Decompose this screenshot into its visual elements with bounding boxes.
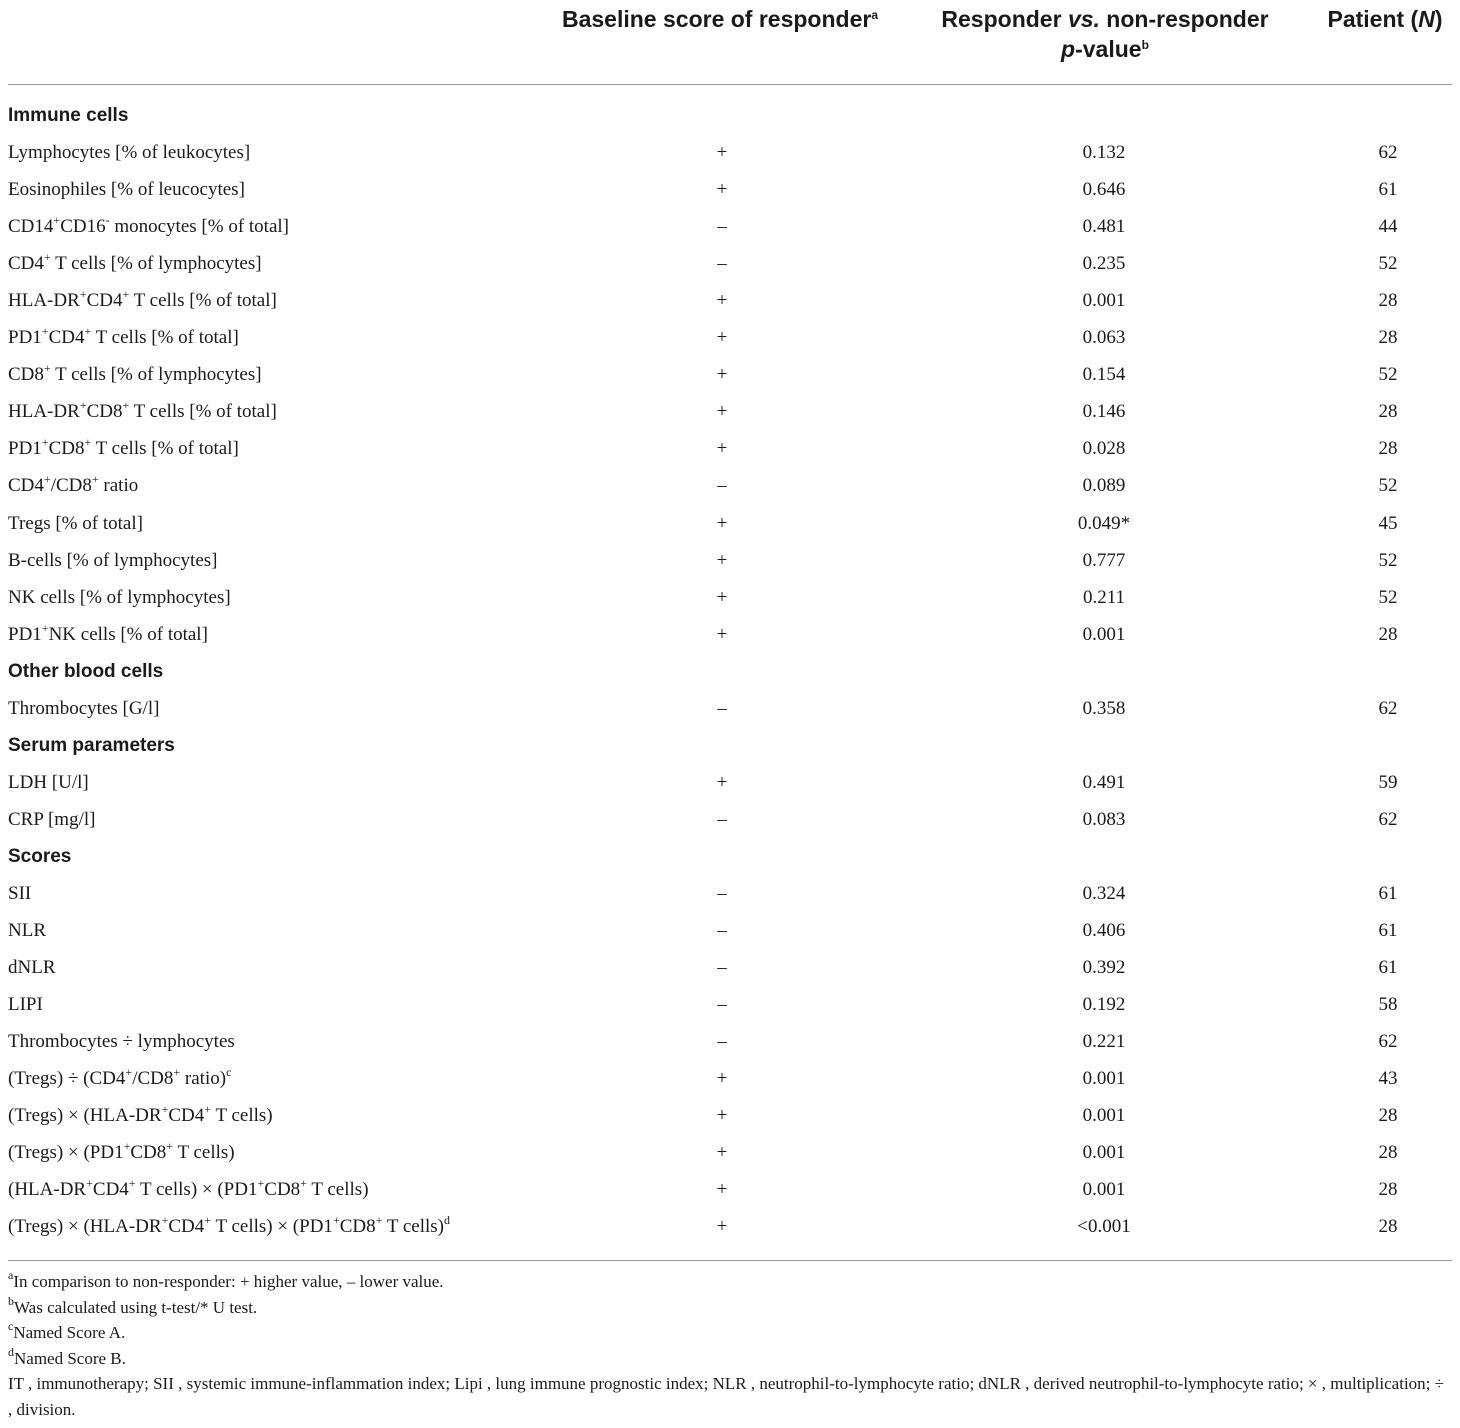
section-header-row xyxy=(0,838,1460,875)
score-cell: + xyxy=(716,1216,728,1238)
score-cell: + xyxy=(716,1179,728,1201)
abbreviations-note: IT , immunotherapy; SII , systemic immune-inflammation index; Lipi , lung immune prognostic index; NLR , neutrophil-to-lymphocyte ratio; dNLR , derived neutrophil-to-lymphocyte ratio; × , multiplication; ÷ , division. xyxy=(8,1374,1444,1419)
pvalue-cell: 0.063 xyxy=(1082,327,1126,349)
patient-n-cell: 52 xyxy=(1378,364,1398,386)
footnote-b: $^b$Was calculated using t-test/* U test. xyxy=(8,1293,258,1317)
parameter-cell: CRP [mg/l] xyxy=(8,808,96,830)
pvalue-cell: 0.392 xyxy=(1082,957,1126,979)
score-cell: + xyxy=(716,364,728,386)
score-cell: – xyxy=(717,253,727,275)
patient-n-cell: 28 xyxy=(1378,438,1398,460)
score-cell: + xyxy=(716,142,728,164)
parameter-cell: HLA-DR+CD4+ T cells [% of total] xyxy=(8,287,277,312)
table-row xyxy=(0,505,1460,542)
patient-n-cell: 62 xyxy=(1378,697,1398,719)
score-cell: + xyxy=(716,179,728,201)
table-row xyxy=(0,542,1460,579)
pvalue-cell: 0.001 xyxy=(1082,1142,1126,1164)
pvalue-cell: 0.777 xyxy=(1082,549,1126,571)
score-cell: + xyxy=(716,512,728,534)
table-row xyxy=(0,764,1460,801)
patient-n-cell: 61 xyxy=(1378,882,1398,904)
score-cell: + xyxy=(716,549,728,571)
table-row xyxy=(0,171,1460,208)
footnote-a: $^a$In comparison to non-responder: + higher value, – lower value. xyxy=(8,1268,444,1291)
table-row xyxy=(0,1060,1460,1097)
patient-n-cell: 59 xyxy=(1378,771,1398,793)
pvalue-cell: <0.001 xyxy=(1077,1216,1131,1238)
parameter-cell: CD4+/CD8+ ratio xyxy=(8,472,139,497)
patient-n-cell: 28 xyxy=(1378,1142,1398,1164)
pvalue-cell: 0.083 xyxy=(1082,808,1126,830)
table-row xyxy=(0,801,1460,838)
parameter-cell: LDH [U/l] xyxy=(8,771,89,793)
table-row xyxy=(0,690,1460,727)
score-cell: – xyxy=(717,994,727,1016)
table-row xyxy=(0,1208,1460,1245)
patient-n-cell: 45 xyxy=(1378,512,1398,534)
parameter-cell: (Tregs) ÷ (CD4+/CD8+ ratio)$^c$ xyxy=(8,1065,232,1090)
section-header-row xyxy=(0,97,1460,134)
patient-n-cell: 28 xyxy=(1378,1105,1398,1127)
section-title: Other blood cells xyxy=(8,660,164,682)
parameter-cell: CD14+CD16- monocytes [% of total] xyxy=(8,213,289,238)
pvalue-cell: 0.001 xyxy=(1082,290,1126,312)
header-baseline-score: Baseline score of responder$^a$ xyxy=(561,6,879,32)
table-row xyxy=(0,912,1460,949)
section-title: Immune cells xyxy=(8,105,129,126)
patient-n-cell: 61 xyxy=(1378,957,1398,979)
patient-n-cell: 28 xyxy=(1378,327,1398,349)
table-row xyxy=(0,1097,1460,1134)
table-row xyxy=(0,1023,1460,1060)
pvalue-cell: 0.001 xyxy=(1082,1179,1126,1201)
table-row xyxy=(0,949,1460,986)
footnote-d: $^d$Named Score B. xyxy=(8,1344,126,1368)
header-rule xyxy=(8,84,1452,85)
parameter-cell: PD1+CD8+ T cells [% of total] xyxy=(8,435,239,460)
pvalue-cell: 0.001 xyxy=(1082,1068,1126,1090)
table-row xyxy=(0,1171,1460,1208)
pvalue-cell: 0.221 xyxy=(1082,1031,1126,1053)
pvalue-cell: 0.001 xyxy=(1082,623,1126,645)
patient-n-cell: 61 xyxy=(1378,920,1398,942)
pvalue-cell: 0.132 xyxy=(1082,142,1126,164)
parameter-cell: PD1+CD4+ T cells [% of total] xyxy=(8,324,239,349)
section-title: Scores xyxy=(8,845,72,867)
parameter-cell: Thrombocytes [G/l] xyxy=(8,697,160,719)
table-row xyxy=(0,208,1460,245)
score-cell: + xyxy=(716,1105,728,1127)
parameter-cell: Eosinophiles [% of leucocytes] xyxy=(8,179,245,201)
table-row xyxy=(0,1134,1460,1171)
score-cell: – xyxy=(717,920,727,942)
pvalue-cell: 0.646 xyxy=(1082,179,1126,201)
pvalue-cell: 0.481 xyxy=(1082,216,1126,238)
parameter-cell: SII xyxy=(8,882,32,904)
pvalue-cell: 0.049* xyxy=(1077,512,1131,534)
patient-n-cell: 61 xyxy=(1378,179,1398,201)
score-cell: – xyxy=(717,808,727,830)
table-row xyxy=(0,430,1460,467)
table-row xyxy=(0,986,1460,1023)
patient-n-cell: 28 xyxy=(1378,623,1398,645)
parameter-cell: Lymphocytes [% of leukocytes] xyxy=(8,142,251,164)
patient-n-cell: 62 xyxy=(1378,808,1398,830)
parameter-cell: Thrombocytes ÷ lymphocytes xyxy=(8,1031,235,1053)
pvalue-cell: 0.235 xyxy=(1082,253,1126,275)
patient-n-cell: 28 xyxy=(1378,290,1398,312)
patient-n-cell: 44 xyxy=(1378,216,1398,238)
header-pvalue: Responder vs. non-responder p-value$^b$ xyxy=(941,6,1269,62)
table-row xyxy=(0,134,1460,171)
table-row xyxy=(0,245,1460,282)
parameter-cell: Tregs [% of total] xyxy=(8,512,143,534)
score-cell: + xyxy=(716,1142,728,1164)
table-row xyxy=(0,319,1460,356)
pvalue-cell: 0.089 xyxy=(1082,475,1126,497)
score-cell: + xyxy=(716,586,728,608)
pvalue-cell: 0.001 xyxy=(1082,1105,1126,1127)
pvalue-cell: 0.324 xyxy=(1082,882,1126,904)
patient-n-cell: 43 xyxy=(1378,1068,1398,1090)
footnote-c: $^c$Named Score A. xyxy=(8,1319,126,1342)
score-cell: – xyxy=(717,882,727,904)
section-title: Serum parameters xyxy=(8,734,175,756)
parameter-cell: CD8+ T cells [% of lymphocytes] xyxy=(8,361,262,386)
patient-n-cell: 28 xyxy=(1378,401,1398,423)
patient-n-cell: 52 xyxy=(1378,253,1398,275)
score-cell: + xyxy=(716,327,728,349)
header-patient-n: Patient (N) xyxy=(1327,6,1443,32)
parameter-cell: NK cells [% of lymphocytes] xyxy=(8,586,231,608)
table-row xyxy=(0,282,1460,319)
section-header-row xyxy=(0,653,1460,690)
parameter-cell: (Tregs) × (PD1+CD8+ T cells) xyxy=(8,1139,235,1164)
pvalue-cell: 0.154 xyxy=(1082,364,1126,386)
parameter-cell: (Tregs) × (HLA-DR+CD4+ T cells) xyxy=(8,1102,273,1127)
table-row xyxy=(0,579,1460,616)
score-cell: + xyxy=(716,290,728,312)
pvalue-cell: 0.192 xyxy=(1082,994,1126,1016)
score-cell: + xyxy=(716,623,728,645)
pvalue-cell: 0.358 xyxy=(1082,697,1126,719)
table-row xyxy=(0,875,1460,912)
table-row xyxy=(0,467,1460,504)
pvalue-cell: 0.211 xyxy=(1082,586,1126,608)
parameter-cell: HLA-DR+CD8+ T cells [% of total] xyxy=(8,398,277,423)
table-body xyxy=(0,97,1460,1245)
table-footnotes xyxy=(8,1269,1452,1422)
score-cell: + xyxy=(716,1068,728,1090)
parameter-cell: dNLR xyxy=(8,957,56,979)
parameter-cell: NLR xyxy=(8,920,46,942)
patient-n-cell: 62 xyxy=(1378,142,1398,164)
patient-n-cell: 58 xyxy=(1378,994,1398,1016)
parameter-cell: CD4+ T cells [% of lymphocytes] xyxy=(8,250,262,275)
pvalue-cell: 0.406 xyxy=(1082,920,1126,942)
score-cell: – xyxy=(717,475,727,497)
table-header xyxy=(0,0,1460,84)
pvalue-cell: 0.146 xyxy=(1082,401,1126,423)
section-header-row xyxy=(0,727,1460,764)
patient-n-cell: 28 xyxy=(1378,1179,1398,1201)
parameter-cell: (Tregs) × (HLA-DR+CD4+ T cells) × (PD1+CD8+ T cells)$^d$ xyxy=(8,1213,450,1238)
parameter-cell: B-cells [% of lymphocytes] xyxy=(8,549,218,571)
parameter-cell: (HLA-DR+CD4+ T cells) × (PD1+CD8+ T cells) xyxy=(8,1176,369,1201)
patient-n-cell: 52 xyxy=(1378,475,1398,497)
score-cell: + xyxy=(716,438,728,460)
score-cell: – xyxy=(717,216,727,238)
parameter-cell: LIPI xyxy=(8,994,43,1016)
patient-n-cell: 28 xyxy=(1378,1216,1398,1238)
patient-n-cell: 52 xyxy=(1378,586,1398,608)
parameter-cell: PD1+NK cells [% of total] xyxy=(8,620,208,645)
patient-n-cell: 52 xyxy=(1378,549,1398,571)
table-row xyxy=(0,356,1460,393)
score-cell: + xyxy=(716,401,728,423)
score-cell: – xyxy=(717,697,727,719)
table-row xyxy=(0,393,1460,430)
table-row xyxy=(0,616,1460,653)
score-cell: + xyxy=(716,771,728,793)
score-cell: – xyxy=(717,957,727,979)
patient-n-cell: 62 xyxy=(1378,1031,1398,1053)
footer-rule xyxy=(8,1260,1452,1261)
pvalue-cell: 0.028 xyxy=(1082,438,1126,460)
score-cell: – xyxy=(717,1031,727,1053)
pvalue-cell: 0.491 xyxy=(1082,771,1126,793)
